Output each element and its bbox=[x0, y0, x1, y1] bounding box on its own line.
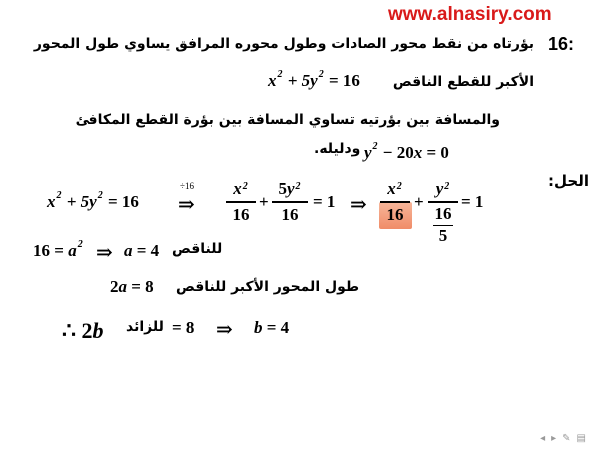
problem-line-4-equation: $y^2 - 20x = 0$ bbox=[364, 141, 449, 162]
plus-sign: + bbox=[259, 192, 269, 211]
step4-arrow: ⇒ bbox=[216, 319, 233, 341]
step2-equation: $16 = a^2$ bbox=[33, 239, 83, 260]
step2-arrow: ⇒ bbox=[96, 242, 113, 264]
problem-line-4-text: ودليله. bbox=[314, 141, 361, 157]
fraction-5y2-over-16: $5y^2$ 16 bbox=[272, 178, 308, 226]
step1-arrow: ⇒ bbox=[178, 194, 195, 216]
problem-line-1: بؤرتاه من نقط محور الصادات وطول محوره المرافق يساوي طول المحور bbox=[33, 36, 534, 52]
step4-therefore: ∴ 2b bbox=[62, 318, 104, 343]
fraction-x2-over-16: $x^2$ 16 bbox=[226, 178, 256, 226]
step1-equation: $x^2 + 5y^2 = 16$ bbox=[47, 190, 139, 211]
step4-text: للزائد bbox=[126, 319, 164, 335]
problem-line-2-equation: $x^2 + 5y^2 = 16$ bbox=[268, 69, 360, 90]
previous-slide-icon[interactable]: ◂ bbox=[540, 433, 552, 444]
equals-one-2: = 1 bbox=[461, 192, 484, 211]
slide-nav bbox=[540, 433, 592, 444]
problem-number: 16: bbox=[548, 34, 575, 54]
step2-result: a = 4 bbox=[124, 241, 160, 260]
equals-one: = 1 bbox=[313, 192, 336, 211]
menu-icon[interactable]: ▤ bbox=[576, 433, 592, 444]
pen-icon[interactable]: ✎ bbox=[562, 433, 577, 444]
next-slide-icon[interactable]: ▸ bbox=[551, 433, 563, 444]
step2-text: للناقص bbox=[172, 241, 223, 257]
solution-label: الحل: bbox=[548, 172, 589, 190]
step1-arrow-2: ⇒ bbox=[350, 194, 367, 216]
plus-sign-2: + bbox=[414, 192, 424, 211]
problem-line-3: والمسافة بين بؤرتيه تساوي المسافة بين بؤرة القطع المكافئ bbox=[75, 112, 500, 128]
step4-equation: = 8 bbox=[172, 318, 195, 337]
problem-line-2-text: الأكبر للقطع الناقص bbox=[392, 74, 534, 90]
step3-equation: 2a = 8 bbox=[110, 277, 154, 296]
divide-note: ÷16 bbox=[180, 181, 194, 191]
fraction-x2-over-16-highlighted: $x^2$ 16 bbox=[380, 178, 410, 226]
step4-result: b = 4 bbox=[254, 318, 290, 337]
watermark: www.alnasiry.com bbox=[388, 4, 552, 25]
fraction-y2-over-16-fifths: $y^2$ 16 5 bbox=[428, 178, 458, 245]
step3-text: طول المحور الأكبر للناقص bbox=[176, 279, 360, 295]
